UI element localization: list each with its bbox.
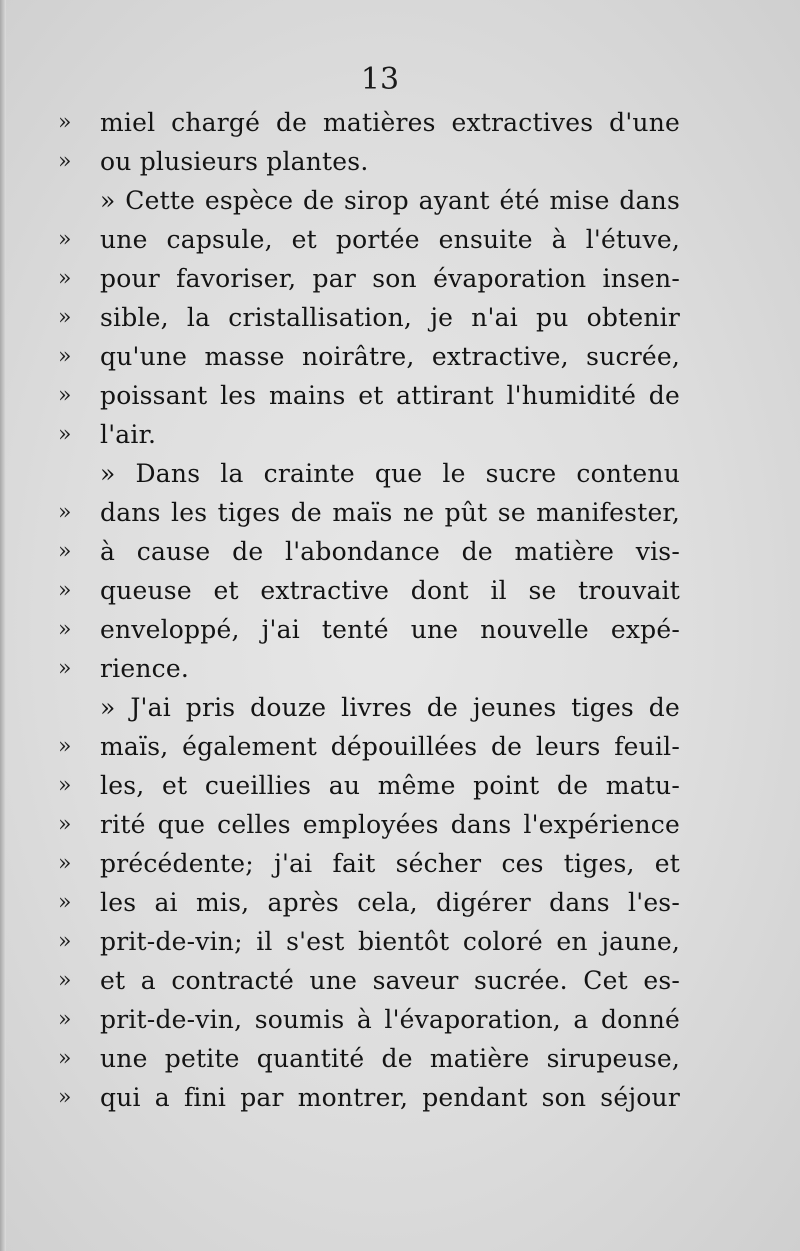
guillemet-mark: » [58,305,72,330]
line-text: précédente; j'ai fait sécher ces tiges, et [100,849,680,878]
text-line [58,727,688,766]
guillemet-mark: » [58,344,72,369]
text-line [58,961,688,1000]
guillemet-mark: » [58,851,72,876]
guillemet-mark: » [58,1007,72,1032]
text-line [58,298,688,337]
guillemet-mark: » [58,968,72,993]
text-line [58,766,688,805]
text-line [58,259,688,298]
line-text: enveloppé, j'ai tenté une nouvelle expé- [100,615,680,644]
text-line [58,844,688,883]
text-line [58,805,688,844]
line-text: et a contracté une saveur sucrée. Cet es- [100,966,680,995]
guillemet-mark: » [58,149,72,174]
text-line [58,649,688,688]
text-line [58,571,688,610]
guillemet-mark: » [58,1085,72,1110]
page-edge-shadow [0,0,6,1251]
guillemet-mark: » [58,1046,72,1071]
line-text: qui a fini par montrer, pendant son séjour [100,1083,680,1112]
line-text: ou plusieurs plantes. [100,147,369,176]
guillemet-mark: » [58,383,72,408]
guillemet-mark: » [58,500,72,525]
line-text: dans les tiges de maïs ne pût se manifester, [100,498,680,527]
text-line [58,103,688,142]
line-text: » J'ai pris douze livres de jeunes tiges de [100,693,680,722]
text-line [58,883,688,922]
line-text: miel chargé de matières extractives d'une [100,108,680,137]
guillemet-mark: » [58,578,72,603]
guillemet-mark: » [58,890,72,915]
body-text [58,103,688,1117]
text-line [58,1039,688,1078]
text-line [58,454,688,493]
line-text: » Cette espèce de sirop ayant été mise dans [100,186,680,215]
text-line [58,142,688,181]
page-number: 13 [360,62,400,97]
line-text: qu'une masse noirâtre, extractive, sucrée, [100,342,680,371]
guillemet-mark: » [58,539,72,564]
text-line [58,220,688,259]
line-text: poissant les mains et attirant l'humidité de [100,381,680,410]
guillemet-mark: » [58,617,72,642]
line-text: prit-de-vin, soumis à l'évaporation, a donné [100,1005,680,1034]
guillemet-mark: » [58,227,72,252]
line-text: pour favoriser, par son évaporation insen- [100,264,680,293]
line-text: l'air. [100,420,157,449]
line-text: rité que celles employées dans l'expérience [100,810,680,839]
text-line [58,1000,688,1039]
line-text: à cause de l'abondance de matière vis- [100,537,680,566]
line-text: une capsule, et portée ensuite à l'étuve, [100,225,680,254]
guillemet-mark: » [58,773,72,798]
text-line [58,610,688,649]
line-text: les ai mis, après cela, digérer dans l'es- [100,888,680,917]
text-line [58,532,688,571]
text-line [58,688,688,727]
line-text: queuse et extractive dont il se trouvait [100,576,680,605]
guillemet-mark: » [58,929,72,954]
guillemet-mark: » [58,110,72,135]
line-text: une petite quantité de matière sirupeuse, [100,1044,680,1073]
line-text: les, et cueillies au même point de matu- [100,771,680,800]
text-line [58,493,688,532]
line-text: sible, la cristallisation, je n'ai pu obtenir [100,303,680,332]
text-line [58,922,688,961]
guillemet-mark: » [58,734,72,759]
text-line [58,376,688,415]
text-line [58,181,688,220]
line-text: » Dans la crainte que le sucre contenu [100,459,680,488]
guillemet-mark: » [58,656,72,681]
line-text: maïs, également dépouillées de leurs feuil- [100,732,680,761]
line-text: rience. [100,654,189,683]
guillemet-mark: » [58,266,72,291]
guillemet-mark: » [58,422,72,447]
guillemet-mark: » [58,812,72,837]
text-line [58,337,688,376]
text-line [58,415,688,454]
text-line [58,1078,688,1117]
line-text: prit-de-vin; il s'est bientôt coloré en jaune, [100,927,680,956]
